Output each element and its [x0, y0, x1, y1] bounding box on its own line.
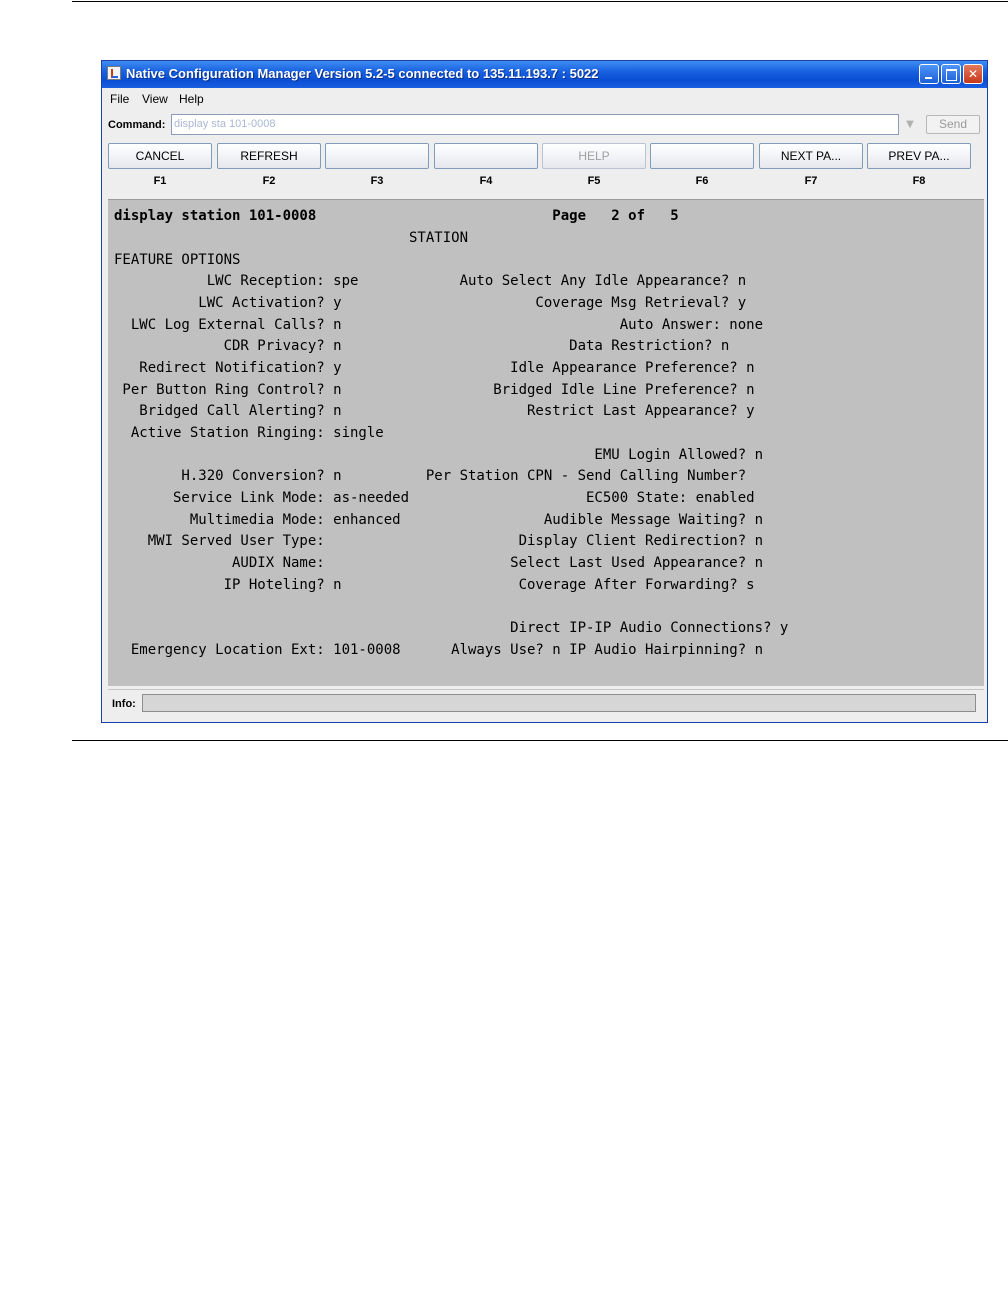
field-row: AUDIX Name: Select Last Used Appearance? n [114, 555, 764, 571]
info-label: Info: [112, 698, 136, 710]
info-field [142, 694, 976, 712]
function-key-bar [108, 142, 984, 194]
f3-button[interactable] [325, 143, 429, 169]
field-row: LWC Reception: spe Auto Select Any Idle Appearance? n [114, 273, 747, 289]
field-row: Service Link Mode: as-needed EC500 State: enabled [114, 490, 755, 506]
bottom-page-rule [72, 740, 1008, 741]
minimize-icon[interactable] [919, 64, 939, 84]
field-row: EMU Login Allowed? n [114, 447, 764, 463]
f3-label: F3 [370, 175, 384, 187]
f2-label: F2 [262, 175, 276, 187]
maximize-icon[interactable] [941, 64, 961, 84]
f1-label: F1 [153, 175, 167, 187]
command-label: Command: [108, 119, 166, 131]
top-page-rule [72, 1, 1008, 2]
info-row [108, 689, 984, 718]
window-title: Native Configuration Manager Version 5.2-5 connected to 135.11.193.7 : 5022 [126, 66, 599, 81]
prev-page-button[interactable]: PREV PA... [867, 143, 971, 169]
field-row: Redirect Notification? y Idle Appearance Preference? n [114, 360, 755, 376]
screen-header-line: display station 101-0008 Page 2 of 5 [114, 208, 679, 224]
f5-label: F5 [587, 175, 601, 187]
field-row: MWI Served User Type: Display Client Redirection? n [114, 533, 764, 549]
menu-file[interactable]: File [110, 92, 130, 106]
f4-button[interactable] [434, 143, 538, 169]
menu-bar [102, 88, 987, 110]
send-button[interactable]: Send [926, 115, 980, 134]
f6-button[interactable] [650, 143, 754, 169]
refresh-button[interactable]: REFRESH [217, 143, 321, 169]
field-row: H.320 Conversion? n Per Station CPN - Send Calling Number? [114, 468, 747, 484]
field-row: Emergency Location Ext: 101-0008 Always Use? n IP Audio Hairpinning? n [114, 642, 764, 658]
menu-help[interactable]: Help [179, 92, 204, 106]
field-row: Multimedia Mode: enhanced Audible Message Waiting? n [114, 512, 764, 528]
close-icon[interactable] [963, 64, 983, 84]
field-row: IP Hoteling? n Coverage After Forwarding? s [114, 577, 755, 593]
f6-label: F6 [695, 175, 709, 187]
field-row: Direct IP-IP Audio Connections? y [114, 620, 789, 636]
f7-label: F7 [804, 175, 818, 187]
field-row: Per Button Ring Control? n Bridged Idle Line Preference? n [114, 382, 755, 398]
field-row: LWC Log External Calls? n Auto Answer: none [114, 317, 764, 333]
ncm-window [101, 60, 988, 723]
help-button[interactable]: HELP [542, 143, 646, 169]
cancel-button[interactable]: CANCEL [108, 143, 212, 169]
chevron-down-icon[interactable]: ▼ [906, 119, 914, 130]
screen-title-line: STATION [114, 230, 469, 246]
f4-label: F4 [479, 175, 493, 187]
menu-view[interactable]: View [142, 92, 168, 106]
field-row: LWC Activation? y Coverage Msg Retrieval? y [114, 295, 747, 311]
command-row [108, 112, 984, 138]
next-page-button[interactable]: NEXT PA... [759, 143, 863, 169]
f8-label: F8 [912, 175, 926, 187]
field-row: CDR Privacy? n Data Restriction? n [114, 338, 730, 354]
section-heading: FEATURE OPTIONS [114, 252, 241, 268]
title-bar[interactable] [102, 61, 987, 88]
field-row: Active Station Ringing: single [114, 425, 384, 441]
terminal-screen [108, 199, 984, 686]
java-app-icon[interactable] [107, 66, 121, 80]
field-row: Bridged Call Alerting? n Restrict Last Appearance? y [114, 403, 755, 419]
command-input[interactable]: display sta 101-0008 [171, 114, 899, 135]
